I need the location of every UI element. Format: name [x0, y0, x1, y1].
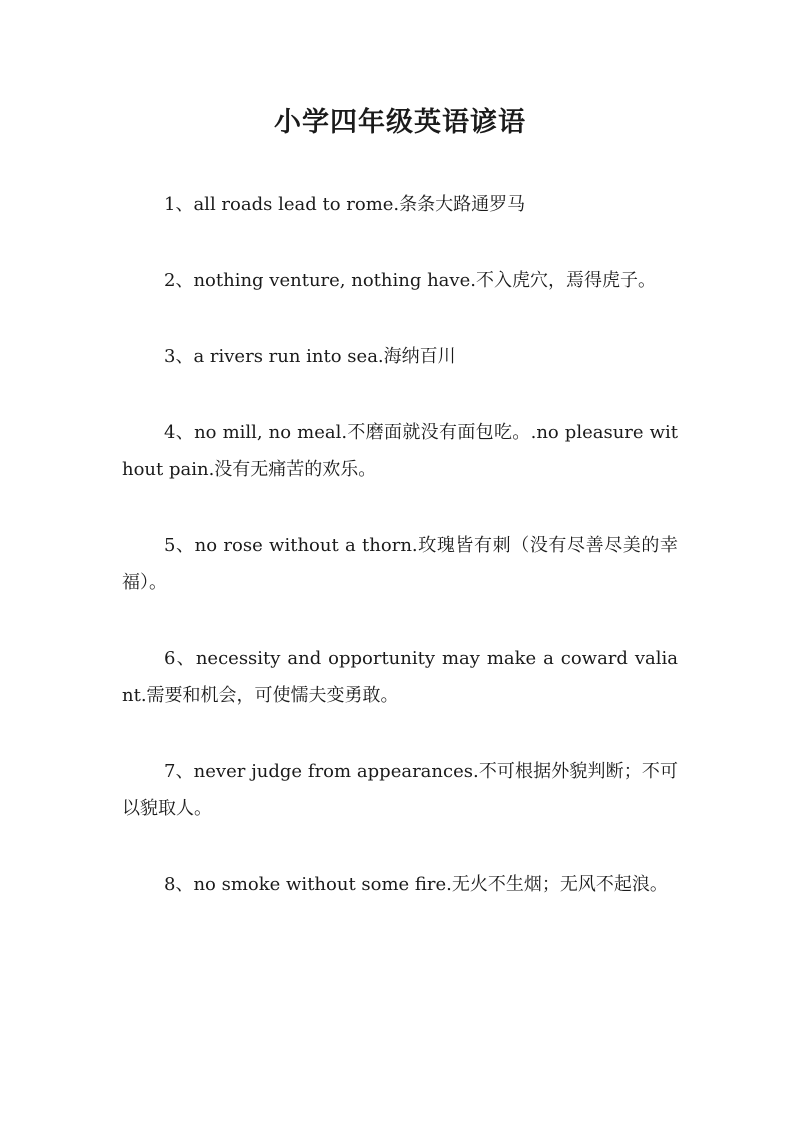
proverb-item-1: 1、all roads lead to rome.条条大路通罗马	[164, 194, 526, 215]
proverb-item-4: 4、no mill, no meal.不磨面就没有面包吃。.no pleasure without pain.没有无痛苦的欢乐。	[122, 422, 678, 480]
proverb-item-8: 8、no smoke without some fire.无火不生烟；无风不起浪。	[164, 874, 668, 895]
proverb-item-6: 6、necessity and opportunity may make a coward valiant.需要和机会，可使懦夫变勇敢。	[122, 648, 678, 706]
page-title: 小学四年级英语谚语	[274, 107, 526, 138]
proverb-item-7: 7、never judge from appearances.不可根据外貌判断；不可以貌取人。	[122, 761, 678, 819]
proverb-item-3: 3、a rivers run into sea.海纳百川	[164, 346, 456, 367]
proverb-item-5: 5、no rose without a thorn.玫瑰皆有刺（没有尽善尽美的幸福）。	[122, 535, 678, 593]
proverb-item-2: 2、nothing venture, nothing have.不入虎穴，焉得虎子。	[164, 270, 656, 291]
proverb-list	[122, 186, 678, 942]
